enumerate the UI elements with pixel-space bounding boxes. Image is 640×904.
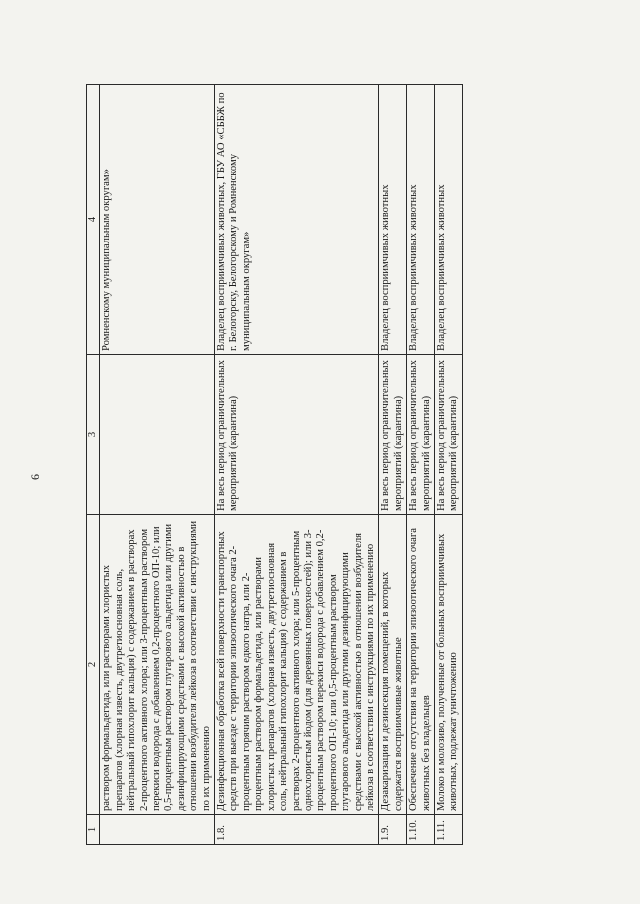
responsible-cell: Владелец восприимчивых животных	[379, 85, 407, 355]
measure-cell: Обеспечение отсутствия на территории эпизоотического очага животных без владельцев	[407, 515, 435, 815]
page-number: 6	[28, 474, 42, 480]
table-header-row	[87, 85, 100, 845]
period-cell	[100, 355, 215, 515]
measure-cell: Молоко и молозиво, полученные от больных восприимчивых животных, подлежат уничтожению	[434, 515, 462, 815]
period-cell: На весь период ограничительных мероприятий (карантина)	[407, 355, 435, 515]
measures-table	[86, 84, 463, 845]
period-cell: На весь период ограничительных мероприятий (карантина)	[379, 355, 407, 515]
responsible-cell: Ромненскому муниципальным округам»	[100, 85, 215, 355]
measure-cell: Дезинфекционная обработка всей поверхности транспортных средств при выезде с территории эпизоотического очага 2-процентным горячим раствором едкого натра, или 2-процентным раствором формальдегида, или растворами хлористых препаратов (хлорная известь, двутретиосновная соль, нейтральный гипохлорит кальция) с содержанием в растворах 2-процентного активного хлора; или 5-процентным однохлористым йодом (для деревянных поверхностей); или 3-процентным раствором перекиси водорода с добавлением 0,2-процентного ОП-10; или 0,5-процентным раствором глутарового альдегида или другими дезинфицирующими средствами с высокой активностью в отношении возбудителя лейкоза в соответствии с инструкциями по их применению	[215, 515, 379, 815]
responsible-cell: Владелец восприимчивых животных	[434, 85, 462, 355]
row-number: 1.8.	[215, 815, 379, 845]
row-number: 1.10.	[407, 815, 435, 845]
period-cell: На весь период ограничительных мероприятий (карантина)	[215, 355, 379, 515]
column-header: 3	[87, 355, 100, 515]
table-row	[407, 85, 435, 845]
period-cell: На весь период ограничительных мероприятий (карантина)	[434, 355, 462, 515]
table-row	[215, 85, 379, 845]
column-header: 4	[87, 85, 100, 355]
responsible-cell: Владелец восприимчивых животных	[407, 85, 435, 355]
table-row	[100, 85, 215, 845]
measure-cell: раствором формальдегида, или растворами хлористых препаратов (хлорная известь, двутретиосновная соль, нейтральный гипохлорит кальция) с содержанием в растворах 2-процентного активного хлора; или 3-процентным раствором перекиси водорода с добавлением 0,2-процентного ОП-10; или 0,5-процентным раствором глутарового альдегида или другими дезинфицирующими средствами с высокой активностью в отношении возбудителя лейкоза в соответствии с инструкциями по их применению	[100, 515, 215, 815]
column-header: 1	[87, 815, 100, 845]
table-row	[434, 85, 462, 845]
column-header: 2	[87, 515, 100, 815]
row-number: 1.9.	[379, 815, 407, 845]
measure-cell: Дезакаризация и дезинсекция помещений, в которых содержатся восприимчивые животные	[379, 515, 407, 815]
row-number	[100, 815, 215, 845]
responsible-cell: Владелец восприимчивых животных, ГБУ АО «СББЖ по г. Белогорску, Белогорскому и Ромненскому муниципальным округам»	[215, 85, 379, 355]
rotated-document	[28, 85, 536, 845]
row-number: 1.11.	[434, 815, 462, 845]
table-row	[379, 85, 407, 845]
